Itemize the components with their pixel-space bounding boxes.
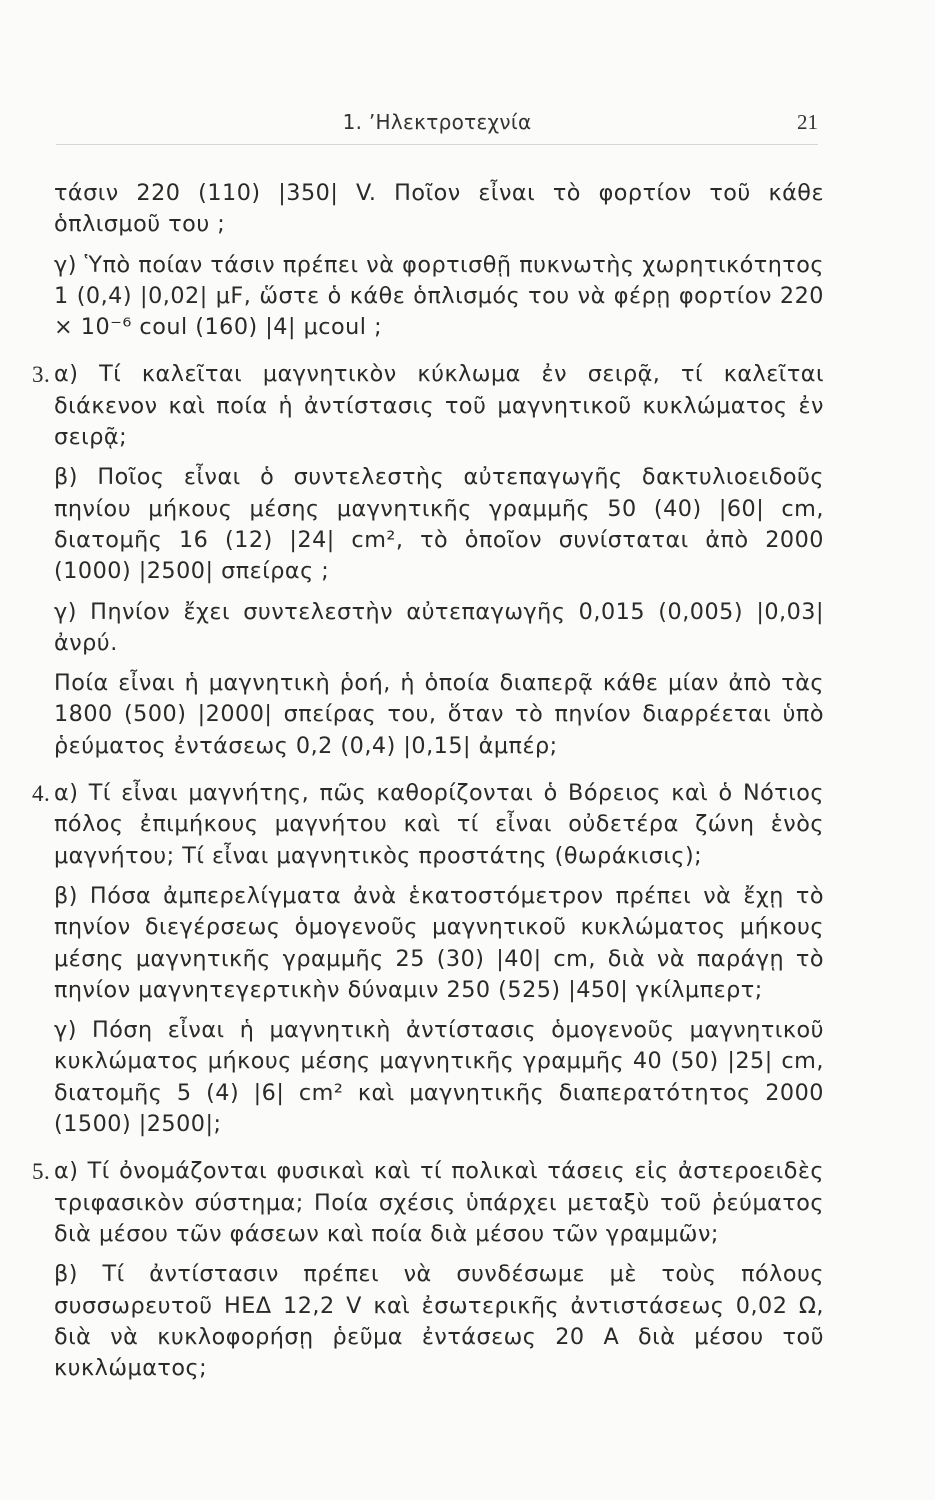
- paragraph: [32, 778, 824, 872]
- paragraph: [54, 881, 824, 1006]
- chapter-title: 1. ’Ηλεκτροτεχνία: [342, 110, 532, 134]
- exercise-number: 5.: [32, 1159, 51, 1185]
- paragraph-text: γ) Πηνίον ἔχει συντελεστὴν αὐτεπαγωγῆς 0,015 (0,005) |0,03| ἀνρύ.: [54, 598, 824, 656]
- paragraph: [54, 597, 824, 660]
- paragraph: [54, 250, 824, 344]
- paragraph: [54, 1259, 824, 1384]
- paragraph-text: γ) Ὑπὸ ποίαν τάσιν πρέπει νὰ φορτισθῇ πυκνωτὴς χωρητικότητος 1 (0,4) |0,02| μF, ὥστε ὁ κάθε ὁπλισμός του νὰ φέρῃ φορτίον 220 × 10⁻⁶ coul (160) |4| μcoul ;: [54, 251, 824, 341]
- page-number: 21: [797, 110, 818, 134]
- paragraph-text: β) Πόσα ἀμπερελίγματα ἀνὰ ἑκατοστόμετρον πρέπει νὰ ἔχῃ τὸ πηνίον διεγέρσεως ὁμογενοῦς μαγνητικοῦ κυκλώματος μήκους μέσης μαγνητικῆς γραμμῆς 25 (30) |40| cm, διὰ νὰ παράγῃ τὸ πηνίον μαγνητεγερτικὴν δύναμιν 250 (525) |450| γκίλμπερτ;: [54, 882, 824, 1003]
- paragraph-text: β) Τί ἀντίστασιν πρέπει νὰ συνδέσωμε μὲ τοὺς πόλους συσσωρευτοῦ ΗΕΔ 12,2 V καὶ ἐσωτερικῆς ἀντιστάσεως 0,02 Ω, διὰ νὰ κυκλοφορήσῃ ῥεῦμα ἐντάσεως 20 A διὰ μέσου τοῦ κυκλώματος;: [54, 1261, 824, 1382]
- paragraph: [54, 668, 824, 762]
- exercise-number: 3.: [32, 362, 51, 388]
- running-header: [56, 104, 818, 145]
- paragraph: [32, 1156, 824, 1250]
- page-body: [32, 178, 824, 1393]
- paragraph-text: Ποία εἶναι ἡ μαγνητικὴ ῥοή, ἡ ὁποία διαπερᾷ κάθε μίαν ἀπὸ τὰς 1800 (500) |2000| σπείρας του, ὅταν τὸ πηνίον διαρρέεται ὑπὸ ῥεύματος ἐντάσεως 0,2 (0,4) |0,15| ἀμπέρ;: [54, 670, 824, 759]
- paragraph: [32, 359, 824, 453]
- paragraph: [54, 462, 824, 587]
- paragraph: [54, 1015, 824, 1140]
- paragraph-text: τάσιν 220 (110) |350| V. Ποῖον εἶναι τὸ φορτίον τοῦ κάθε ὁπλισμοῦ του ;: [54, 180, 824, 238]
- paragraph-text: α) Τί καλεῖται μαγνητικὸν κύκλωμα ἐν σειρᾷ, τί καλεῖται διάκενον καὶ ποία ἡ ἀντίστασις τοῦ μαγνητικοῦ κυκλώματος ἐν σειρᾷ;: [54, 361, 824, 451]
- paragraph: [54, 178, 824, 241]
- paragraph-text: β) Ποῖος εἶναι ὁ συντελεστὴς αὐτεπαγωγῆς δακτυλιοειδοῦς πηνίου μήκους μέσης μαγνητικῆς γραμμῆς 50 (40) |60| cm, διατομῆς 16 (12) |24| cm², τὸ ὁποῖον συνίσταται ἀπὸ 2000 (1000) |2500| σπείρας ;: [54, 464, 824, 585]
- paragraph-text: γ) Πόση εἶναι ἡ μαγνητικὴ ἀντίστασις ὁμογενοῦς μαγνητικοῦ κυκλώματος μήκους μέσης μαγνητικῆς γραμμῆς 40 (50) |25| cm, διατομῆς 5 (4) |6| cm² καὶ μαγνητικῆς διαπερατότητος 2000 (1500) |2500|;: [54, 1017, 824, 1138]
- paragraph-text: α) Τί ὀνομάζονται φυσικαὶ καὶ τί πολικαὶ τάσεις εἰς ἀστεροειδὲς τριφασικὸν σύστημα; Ποία σχέσις ὑπάρχει μεταξὺ τοῦ ῥεύματος διὰ μέσου τῶν φάσεων καὶ ποία διὰ μέσου τῶν γραμμῶν;: [54, 1158, 824, 1247]
- exercise-number: 4.: [32, 781, 51, 807]
- paragraph-text: α) Τί εἶναι μαγνήτης, πῶς καθορίζονται ὁ Βόρειος καὶ ὁ Νότιος πόλος ἐπιμήκους μαγνήτου καὶ τί εἶναι οὐδετέρα ζώνη ἑνὸς μαγνήτου; Τί εἶναι μαγνητικὸς προστάτης (θωράκισις);: [54, 780, 824, 869]
